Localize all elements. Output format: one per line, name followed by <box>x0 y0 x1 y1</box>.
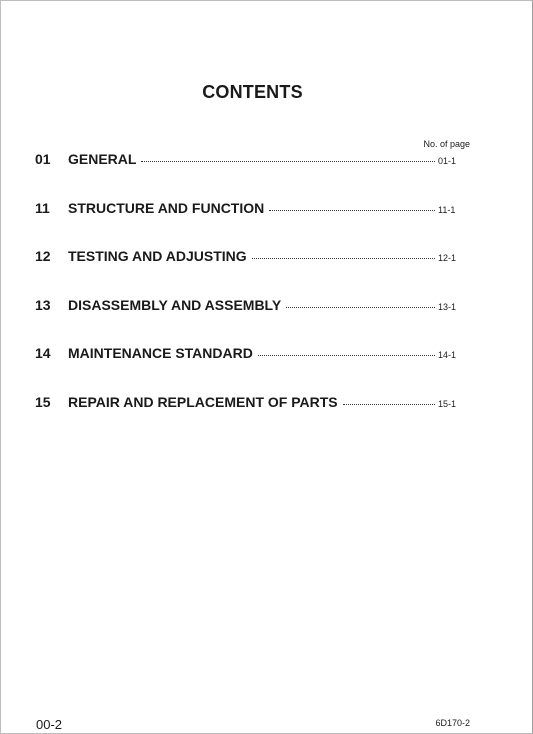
toc-entry-disassembly-and-assembly[interactable] <box>35 297 459 346</box>
toc-section-number: 12 <box>35 248 51 265</box>
toc-section-number: 13 <box>35 296 51 313</box>
toc-section-number: 14 <box>35 345 51 362</box>
page-column-header: No. of page <box>423 139 470 149</box>
toc-entry-general[interactable] <box>35 151 459 200</box>
toc-entry-structure-and-function[interactable] <box>35 200 459 249</box>
footer-page-number: 00-2 <box>36 717 63 732</box>
table-of-contents <box>35 151 459 443</box>
toc-section-title: STRUCTURE AND FUNCTION <box>68 199 265 216</box>
dot-leader <box>343 404 435 405</box>
toc-entry-repair-and-replacement[interactable] <box>35 394 459 443</box>
toc-entry-maintenance-standard[interactable] <box>35 345 459 394</box>
toc-page-number: 14-1 <box>438 350 457 361</box>
toc-section-title: DISASSEMBLY AND ASSEMBLY <box>68 296 282 313</box>
toc-section-title: MAINTENANCE STANDARD <box>68 345 253 362</box>
toc-section-number: 11 <box>35 199 50 216</box>
toc-section-number: 01 <box>35 151 51 167</box>
dot-leader <box>286 307 435 308</box>
dot-leader <box>252 258 435 259</box>
toc-page-number: 13-1 <box>438 301 457 312</box>
toc-page-number: 15-1 <box>438 398 457 409</box>
toc-page-number: 11-1 <box>438 204 456 215</box>
toc-section-number: 15 <box>35 393 51 410</box>
dot-leader <box>258 355 435 356</box>
toc-section-title: REPAIR AND REPLACEMENT OF PARTS <box>68 393 338 410</box>
toc-section-title: TESTING AND ADJUSTING <box>68 248 247 265</box>
toc-page-number: 12-1 <box>438 253 457 264</box>
footer-document-code: 6D170-2 <box>435 718 470 728</box>
toc-section-title: GENERAL <box>68 151 137 167</box>
toc-page-number: 01-1 <box>438 156 457 166</box>
page-title: CONTENTS <box>202 82 303 102</box>
dot-leader <box>269 210 435 211</box>
dot-leader <box>141 161 435 162</box>
toc-entry-testing-and-adjusting[interactable] <box>35 248 459 297</box>
